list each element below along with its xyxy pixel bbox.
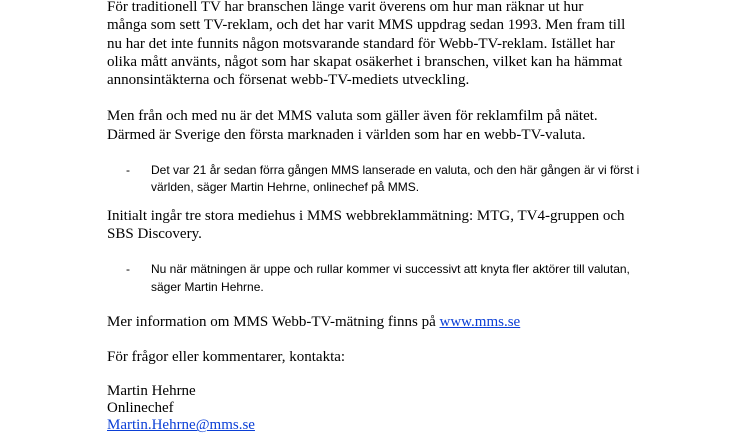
document-page (107, 0, 667, 434)
paragraph-contact-intro: För frågor eller kommentarer, kontakta: (107, 349, 346, 366)
quote-text-2: Nu när mätningen är uppe och rullar kommer vi successivt att knyta fler aktörer till valutan, säger Martin Hehrne. (151, 262, 630, 294)
contact-email-link[interactable]: Martin.Hehrne@mms.se (107, 417, 255, 434)
dash-bullet-icon: - (126, 262, 130, 277)
mms-website-link[interactable]: www.mms.se (439, 313, 521, 330)
contact-block (107, 383, 667, 434)
paragraph-more-info (107, 313, 667, 331)
contact-title: Onlinechef (107, 400, 174, 417)
quote-text-1: Det var 21 år sedan förra gången MMS lanserade en valuta, och den här gången är vi först i världen, säger Martin Hehrne, onlinechef på MMS. (151, 163, 640, 195)
paragraph-intro: För traditionell TV har branschen länge varit överens om hur man räknar ut hur många som sett TV-reklam, och det har varit MMS uppdrag sedan 1993. Men fram till nu har det inte funnits någon motsvarande standard för Webb-TV-reklam. Istället har olika mått använts, något som har skapat osäkerhet i branschen, vilket kan ha hämmat annonsintäkterna och försenat webb-TV-mediets utveckling. (107, 0, 626, 89)
more-info-text: Mer information om MMS Webb-TV-mätning finns på (107, 313, 440, 330)
paragraph-mediehus: Initialt ingår tre stora mediehus i MMS webbreklammätning: MTG, TV4-gruppen och SBS Discovery. (107, 207, 625, 242)
contact-name: Martin Hehrne (107, 383, 196, 400)
contact-email-line (107, 417, 667, 434)
quote-bullet-2 (107, 261, 667, 296)
quote-bullet-1 (107, 162, 667, 197)
paragraph-valuta: Men från och med nu är det MMS valuta som gäller även för reklamfilm på nätet. Därmed är Sverige den första marknaden i världen som har en webb-TV-valuta. (107, 108, 598, 143)
dash-bullet-icon: - (126, 163, 130, 178)
